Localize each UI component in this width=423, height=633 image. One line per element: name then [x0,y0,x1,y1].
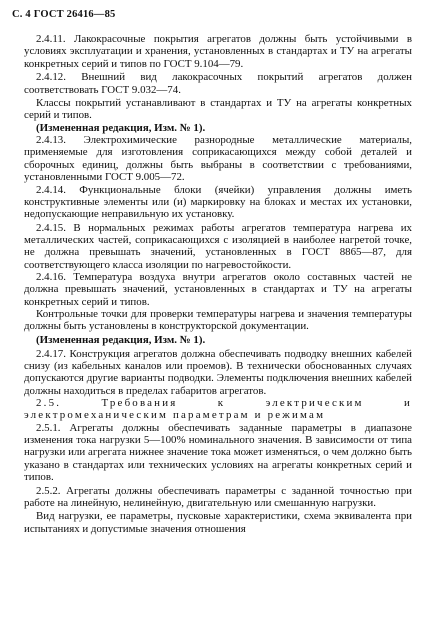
paragraph-2-5-1: 2.5.1. Агрегаты должны обеспечивать заданные параметры в диапазоне изменения тока нагрузки 5—100% номинального значения. В зависимости от типа нагрузки или агрегата нижнее значение тока может изменяться, о чем должно быть указано в стандартах или технических условиях на агрегаты конкретных серий и типов. [24,421,412,483]
page-header: С. 4 ГОСТ 26416—85 [12,9,116,20]
section-heading-2-5: 2.5. Требования к электрическим и электромеханическим параметрам и режимам [24,396,412,422]
paragraph-2-4-15: 2.4.15. В нормальных режимах работы агрегатов температура нагрева их металлических частей, соприкасающихся с изоляцией в наиболее нагретой точке, не должна превышать значений, установленных в ГОСТ 8865—87, для соответствующего класса изоляции по нагревостойкости. [24,221,412,271]
paragraph-coating-classes: Классы покрытий устанавливают в стандартах и ТУ на агрегаты конкретных серий и типов. [24,97,412,122]
paragraph-control-points: Контрольные точки для проверки температуры нагрева и значения температуры должны быть установлены в конструкторской документации. [24,308,412,333]
paragraph-2-4-14: 2.4.14. Функциональные блоки (ячейки) управления должны иметь конструктивные элементы или (и) маркировку на блоках и местах их установки, недопускающие неправильную их установку. [24,183,412,221]
paragraph-2-4-11: 2.4.11. Лакокрасочные покрытия агрегатов должны быть устойчивыми в условиях эксплуатации и хранения, установленных в стандартах и ТУ на агрегаты конкретных серий и типов по ГОСТ 9.104—79. [24,33,412,70]
amendment-note-2: (Измененная редакция, Изм. № 1). [36,334,206,346]
paragraph-load-type: Вид нагрузки, ее параметры, пусковые характеристики, схема эквивалента при испытаниях и допустимые значения отношения [24,510,412,535]
paragraph-2-5-2: 2.5.2. Агрегаты должны обеспечивать параметры с заданной точностью при работе на линейную, нелинейную, двигательную или смешанную нагрузки. [24,484,412,509]
paragraph-2-4-13: 2.4.13. Электрохимические разнородные металлические материалы, применяемые для изготовления соприкасающихся между собой деталей и сборочных единиц, должны быть выбраны в соответствии с требованиями, установленными ГОСТ 9.005—72. [24,134,412,184]
paragraph-2-4-12: 2.4.12. Внешний вид лакокрасочных покрытий агрегатов должен соответствовать ГОСТ 9.032—74. [24,71,412,96]
paragraph-2-4-16: 2.4.16. Температура воздуха внутри агрегатов около составных частей не должна превышать значений, установленных в стандартах и ТУ на агрегаты конкретных серий и типов. [24,271,412,308]
paragraph-2-4-17: 2.4.17. Конструкция агрегатов должна обеспечивать подводку внешних кабелей снизу (из кабельных каналов или проемов). В технически обоснованных случаях допускаются другие варианты подводки. Элементы подключения внешних кабелей должны находиться в пределах габаритов агрегатов. [24,347,412,397]
amendment-note-1: (Измененная редакция, Изм. № 1). [36,121,206,134]
document-body [24,33,412,535]
